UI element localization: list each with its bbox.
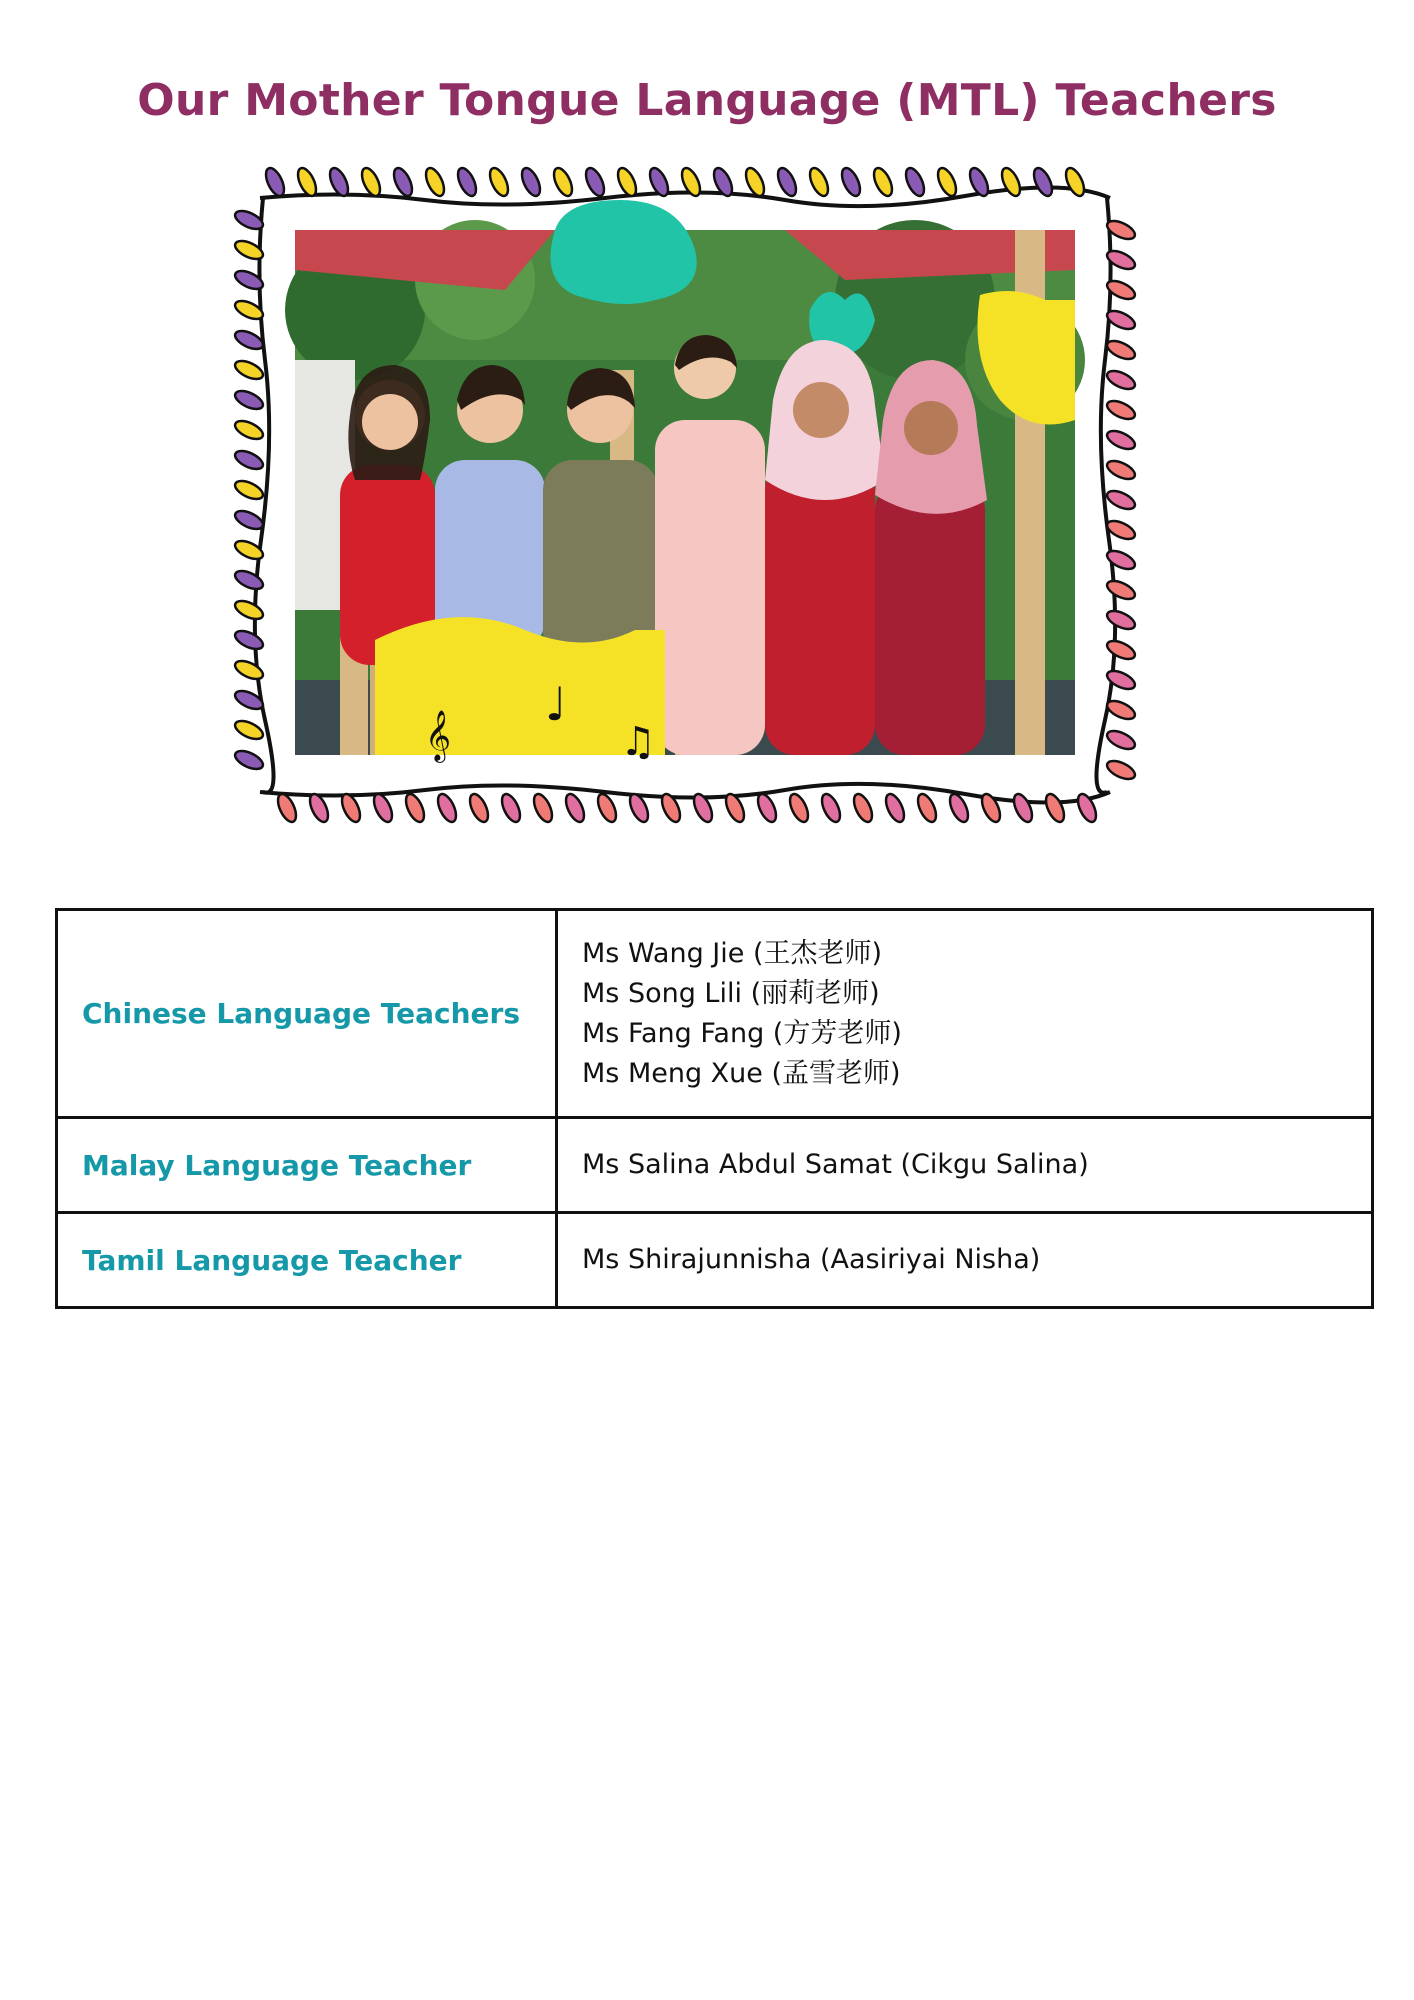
vine-leaf bbox=[486, 165, 511, 198]
vine-leaf bbox=[232, 477, 265, 502]
teacher-names bbox=[557, 1213, 1373, 1308]
teacher-name: Ms Song Lili (丽莉老师) bbox=[582, 977, 880, 1009]
vine-leaf bbox=[232, 657, 265, 682]
teacher-name: Ms Shirajunnisha (Aasiriyai Nisha) bbox=[582, 1244, 1041, 1275]
teacher-name: Ms Meng Xue (孟雪老师) bbox=[582, 1057, 901, 1089]
vine-leaf bbox=[1104, 367, 1137, 392]
vine-leaf bbox=[1010, 791, 1035, 824]
vine-leaf bbox=[806, 165, 831, 198]
vine-leaf bbox=[902, 165, 927, 198]
teachers-photo bbox=[225, 160, 1145, 830]
vine-leaf bbox=[1062, 165, 1087, 198]
vine-leaf bbox=[850, 791, 875, 824]
vine-leaf bbox=[232, 597, 265, 622]
svg-text:𝄞: 𝄞 bbox=[425, 710, 452, 761]
vine-leaf bbox=[1030, 165, 1055, 198]
vine-leaf bbox=[914, 791, 939, 824]
vine-leaf bbox=[232, 417, 265, 442]
teacher-name: Ms Salina Abdul Samat (Cikgu Salina) bbox=[582, 1149, 1089, 1180]
vine-leaf bbox=[370, 791, 395, 824]
role-label: Malay Language Teacher bbox=[57, 1118, 557, 1213]
vine-leaf bbox=[882, 791, 907, 824]
teachers-table bbox=[55, 908, 1374, 1309]
svg-text:♫: ♫ bbox=[620, 719, 656, 765]
vine-leaf bbox=[1104, 697, 1137, 722]
vine-leaf bbox=[466, 791, 491, 824]
vine-leaf bbox=[1104, 487, 1137, 512]
teacher-name: Ms Wang Jie (王杰老师) bbox=[582, 937, 883, 969]
vine-leaf bbox=[232, 387, 265, 412]
vine-leaf bbox=[232, 507, 265, 532]
vine-leaf bbox=[838, 165, 863, 198]
table-row bbox=[57, 910, 1373, 1118]
table-row bbox=[57, 1213, 1373, 1308]
vine-leaf bbox=[232, 447, 265, 472]
vine-leaf bbox=[754, 791, 779, 824]
vine-leaf bbox=[498, 791, 523, 824]
vine-leaf bbox=[1042, 791, 1067, 824]
vine-leaf bbox=[232, 627, 265, 652]
page-title: Our Mother Tongue Language (MTL) Teachers bbox=[137, 75, 1277, 127]
vine-leaf bbox=[518, 165, 543, 198]
teacher-names bbox=[557, 1118, 1373, 1213]
vine-leaf bbox=[786, 791, 811, 824]
table-row bbox=[57, 1118, 1373, 1213]
vine-leaf bbox=[562, 791, 587, 824]
vine-leaf bbox=[1104, 727, 1137, 752]
vine-leaf bbox=[232, 567, 265, 592]
vine-leaf bbox=[582, 165, 607, 198]
vine-leaf bbox=[1104, 607, 1137, 632]
teacher-names bbox=[557, 910, 1373, 1118]
role-label: Chinese Language Teachers bbox=[57, 910, 557, 1118]
vine-leaf bbox=[1104, 397, 1137, 422]
vine-leaf bbox=[402, 791, 427, 824]
vine-leaf bbox=[262, 165, 287, 198]
svg-text:♩: ♩ bbox=[545, 677, 567, 731]
vine-leaf bbox=[434, 791, 459, 824]
vine-leaf bbox=[1104, 547, 1137, 572]
vine-leaf bbox=[818, 791, 843, 824]
vine-leaf bbox=[550, 165, 575, 198]
vine-leaf bbox=[934, 165, 959, 198]
vine-leaf bbox=[530, 791, 555, 824]
vine-leaf bbox=[1104, 577, 1137, 602]
vine-leaf bbox=[390, 165, 415, 198]
vine-leaf bbox=[1104, 757, 1137, 782]
vine-leaf bbox=[1104, 457, 1137, 482]
vine-leaf bbox=[1104, 637, 1137, 662]
vine-leaf bbox=[998, 165, 1023, 198]
vine-leaf bbox=[978, 791, 1003, 824]
vine-leaf bbox=[774, 165, 799, 198]
vine-leaf bbox=[232, 717, 265, 742]
vine-leaf bbox=[232, 357, 265, 382]
teacher-name: Ms Fang Fang (方芳老师) bbox=[582, 1017, 902, 1049]
role-label: Tamil Language Teacher bbox=[57, 1213, 557, 1308]
vine-leaf bbox=[614, 165, 639, 198]
vine-leaf bbox=[870, 165, 895, 198]
vine-leaf bbox=[422, 165, 447, 198]
vine-leaf bbox=[232, 747, 265, 772]
vine-leaf bbox=[594, 791, 619, 824]
vine-leaf bbox=[1104, 427, 1137, 452]
vine-leaf bbox=[1104, 337, 1137, 362]
vine-leaf bbox=[454, 165, 479, 198]
